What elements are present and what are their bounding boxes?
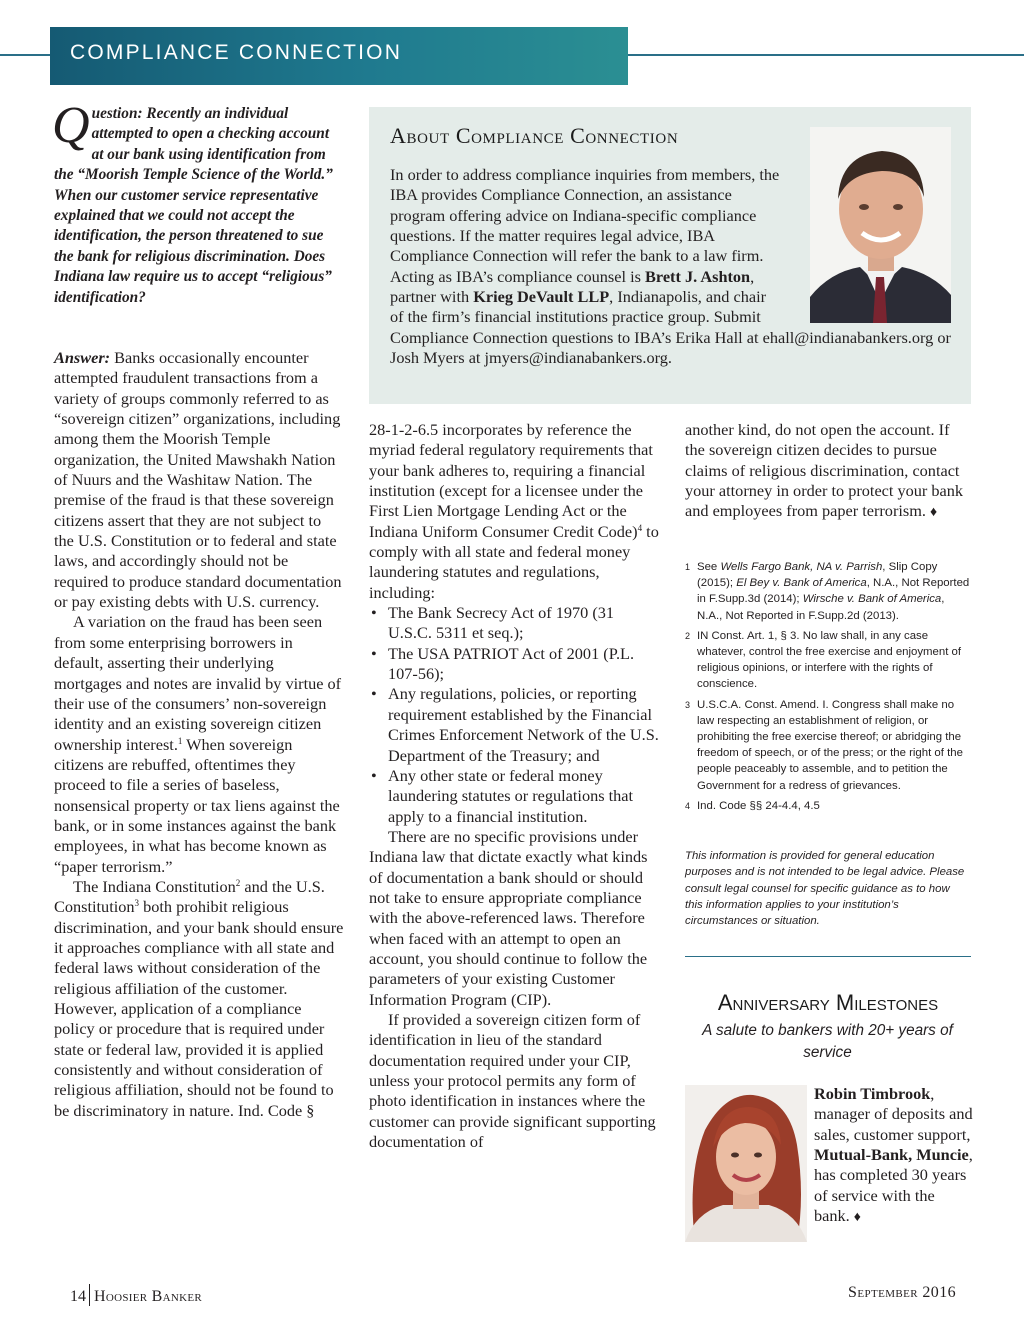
about-title: About Compliance Connection	[390, 123, 679, 148]
honoree-name: Robin Timbrook	[814, 1084, 931, 1103]
footnote: 1 See Wells Fargo Bank, NA v. Parrish, Slip Copy (2015); El Bey v. Bank of America, N.A., Not Reported in F.Supp.3d (2014); Wirsche v. Bank of America, N.A., Not Reported in F.Supp.2d (2013).	[685, 561, 970, 622]
drop-cap: Q	[52, 97, 90, 154]
article-column-right	[685, 420, 970, 524]
article-paragraph: A variation on the fraud has been seen from some enterprising borrowers in default, asserting their underlying mortgages and notes are invalid by virtue of their use of the consumers’ non-sovereign identity and an existing sovereign citizen ownership interest.$^1$ When sovereign citizens are rebuffed, oftentimes they proceed to file a series of baseless, nonsensical property or tax liens against the bank, or in some instances against the bank employees, in what has become known as “paper terrorism.”	[54, 612, 342, 876]
article-paragraph: The Indiana Constitution$^2$ and the U.S. Constitution$^3$ both prohibit religious discrimination, and your bank should ensure it approaches compliance with all state and federal laws without consideration of the religious affiliation of the customer. However, application of a compliance policy or procedure that is required under state or federal law, provided it is applied consistently and without consideration of religious affiliation, should not be found to be discriminatory in nature. Ind. Code §	[54, 876, 344, 1120]
list-item: • Any regulations, policies, or reporting requirement established by the Financial Crimes Enforcement Network of the U.S. Department of the Treasury; and	[371, 684, 659, 765]
magazine-name: Hoosier Banker	[94, 1288, 203, 1305]
list-item: • Any other state or federal money laundering statutes or regulations that apply to a financial institution.	[371, 765, 634, 826]
anniversary-text: Robin Timbrook, manager of deposits and sales, customer support, Mutual-Bank, Muncie, has completed 30 years of service with the bank. ♦	[814, 1084, 974, 1228]
footnotes	[685, 559, 970, 818]
footnote-ref: 1	[177, 735, 183, 746]
robin-timbrook-portrait	[685, 1085, 807, 1242]
legal-disclaimer: This information is provided for general education purposes and is not intended to be legal advice. Please consult legal counsel for specific guidance as to how this information applies to your institution’s circumstances or situation.	[685, 850, 965, 928]
section-banner	[50, 27, 628, 85]
issue-date: September 2016	[848, 1284, 956, 1301]
about-compliance-box	[369, 107, 971, 404]
footnote: 4 Ind. Code §§ 24-4.4, 4.5	[685, 799, 820, 812]
footnote: 2 IN Const. Art. 1, § 3. No law shall, in any case whatever, control the free exercise and enjoyment of religious opinions, or interfere with the rights of conscience.	[685, 629, 962, 691]
section-title: COMPLIANCE CONNECTION	[70, 41, 403, 64]
article-column-left	[54, 348, 344, 1121]
question-block	[52, 97, 344, 308]
page-number: 14	[70, 1288, 86, 1305]
regulation-list	[369, 603, 661, 827]
honoree-bank: Mutual-Bank, Muncie	[814, 1145, 969, 1165]
article-column-middle	[369, 420, 661, 1152]
end-mark-icon: ♦	[930, 505, 938, 521]
anniversary-title: Anniversary Milestones	[717, 990, 939, 1015]
footnote-ref: 4	[637, 522, 643, 533]
anniversary-subtitle: A salute to bankers with 20+ years of service	[702, 1022, 953, 1061]
answer-paragraph: Answer: Banks occasionally encounter attempted fraudulent transactions from a variety of groups commonly referred to as “sovereign citizen” organizations, including among them the Moorish Temple organization, the United Mawshakh Nation of Nuurs and the Washitaw Nation. The premise of the fraud is that these sovereign citizens assert that they are not subject to the U.S. Constitution or to federal and state laws, and accordingly should not be required to produce standard documentation or pay existing debts with U.S. currency.	[54, 348, 342, 612]
footnote-ref: 3	[134, 898, 140, 909]
about-text: In order to address compliance inquiries from members, the IBA provides Compliance Connection, an assistance program offering advice on Indiana-specific compliance questions. If the matter requires legal advice, IBA Compliance Connection will refer the bank to a law firm. Acting as IBA’s compliance counsel is Brett J. Ashton, partner with Krieg DeVault LLP, Indianapolis, and chair of the firm’s financial institutions practice group. Submit Compliance Connection questions to IBA’s Erika Hall at ehall@indianabankers.org or Josh Myers at jmyers@indianabankers.org.	[390, 165, 951, 368]
footer-separator	[89, 1284, 90, 1306]
footnote: 3 U.S.C.A. Const. Amend. I. Congress shall make no law respecting an establishment of religion, or prohibiting the free exercise thereof; or abridging the freedom of speech, or of the press; or the right of the people peaceably to assemble, and to petition the Government for a redress of grievances.	[685, 698, 963, 792]
answer-label: Answer:	[54, 348, 111, 367]
question-text: uestion: Recently an individual attempted to open a checking account at our bank using identification from the “Moorish Temple Science of the World.” When our customer service representative explained that we could not accept the identification, the person threatened to sue the bank for religious discrimination. Does Indiana law require us to accept “religious” identification?	[54, 105, 333, 306]
brett-ashton-portrait	[810, 127, 951, 323]
counsel-name: Brett J. Ashton	[645, 266, 751, 286]
article-paragraph: If provided a sovereign citizen form of identification in lieu of the standard documentation required under your CIP, unless your protocol permits any form of photo identification in instances where the customer can provide significant supporting documentation of	[369, 1009, 656, 1152]
list-item: • The USA PATRIOT Act of 2001 (P.L. 107-56);	[371, 643, 635, 684]
article-paragraph: 28-1-2-6.5 incorporates by reference the myriad federal regulatory requirements that your bank adheres to, requiring a financial institution (except for a licensee under the First Lien Mortgage Lending Act or the Indiana Uniform Consumer Credit Code)$^4$ to comply with all state and federal money laundering statutes and regulations, including:	[369, 420, 659, 602]
list-item: • The Bank Secrecy Act of 1970 (31 U.S.C. 5311 et seq.);	[371, 603, 615, 643]
law-firm-name: Krieg DeVault LLP	[473, 287, 610, 307]
article-paragraph: another kind, do not open the account. If the sovereign citizen decides to pursue claims of religious discrimination, contact your attorney in order to protect your bank and employees from paper terrorism. ♦	[685, 420, 970, 524]
article-paragraph: There are no specific provisions under Indiana law that dictate exactly what kinds of documentation a bank should or should not take to ensure appropriate compliance with the above-referenced laws. Therefore when faced with an attempt to open an account, you should continue to follow the parameters of your existing Customer Information Program (CIP).	[369, 826, 648, 1009]
page-footer-left	[70, 1284, 202, 1306]
footnote-ref: 2	[235, 877, 241, 888]
end-mark-icon: ♦	[853, 1210, 861, 1226]
section-divider	[685, 956, 971, 957]
